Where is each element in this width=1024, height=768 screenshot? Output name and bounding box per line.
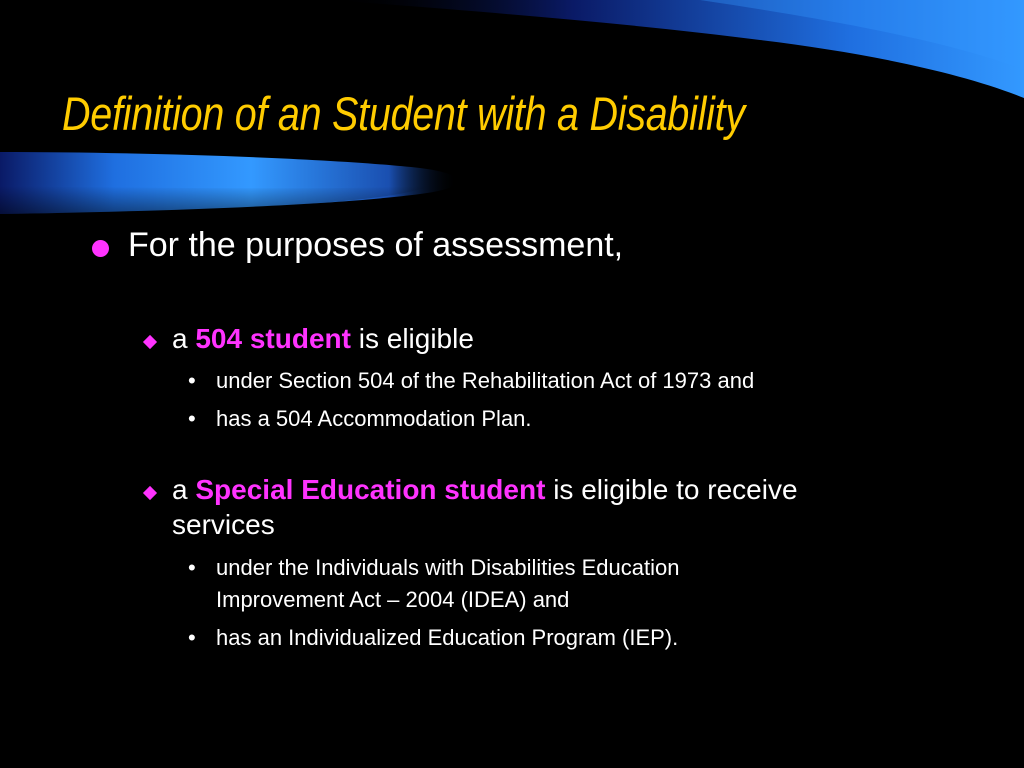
- sub-bullet-section-504: under Section 504 of the Rehabilitation Act of 1973 and: [216, 368, 755, 393]
- sub-bullet-idea-line1: under the Individuals with Disabilities Education: [216, 555, 680, 580]
- bullet-level2-continuation: services: [172, 509, 275, 540]
- bullet-level2-504: [172, 323, 474, 355]
- sub-bullet-iep: has an Individualized Education Program (IEP).: [216, 625, 679, 650]
- item-highlight: 504 student: [195, 323, 351, 354]
- item-highlight: Special Education student: [195, 474, 546, 505]
- bullet-dot-icon: [92, 240, 109, 257]
- sub-bullet-icon: •: [188, 555, 196, 580]
- sub-bullet-icon: •: [188, 625, 196, 650]
- bullet-level2-special-ed: [172, 474, 798, 506]
- diamond-bullet-icon: [143, 335, 157, 349]
- diamond-bullet-icon: [143, 486, 157, 500]
- sub-bullet-idea-line2: Improvement Act – 2004 (IDEA) and: [216, 587, 570, 612]
- item-prefix: a: [172, 474, 196, 505]
- sub-bullet-icon: •: [188, 368, 196, 393]
- sub-bullet-icon: •: [188, 406, 196, 431]
- item-prefix: a: [172, 323, 196, 354]
- slide-title: Definition of an Student with a Disability: [62, 87, 745, 140]
- item-suffix: is eligible: [350, 323, 474, 354]
- bullet-level1: For the purposes of assessment,: [128, 226, 624, 264]
- sub-bullet-504-plan: has a 504 Accommodation Plan.: [216, 406, 532, 431]
- item-suffix: is eligible to receive: [545, 474, 798, 505]
